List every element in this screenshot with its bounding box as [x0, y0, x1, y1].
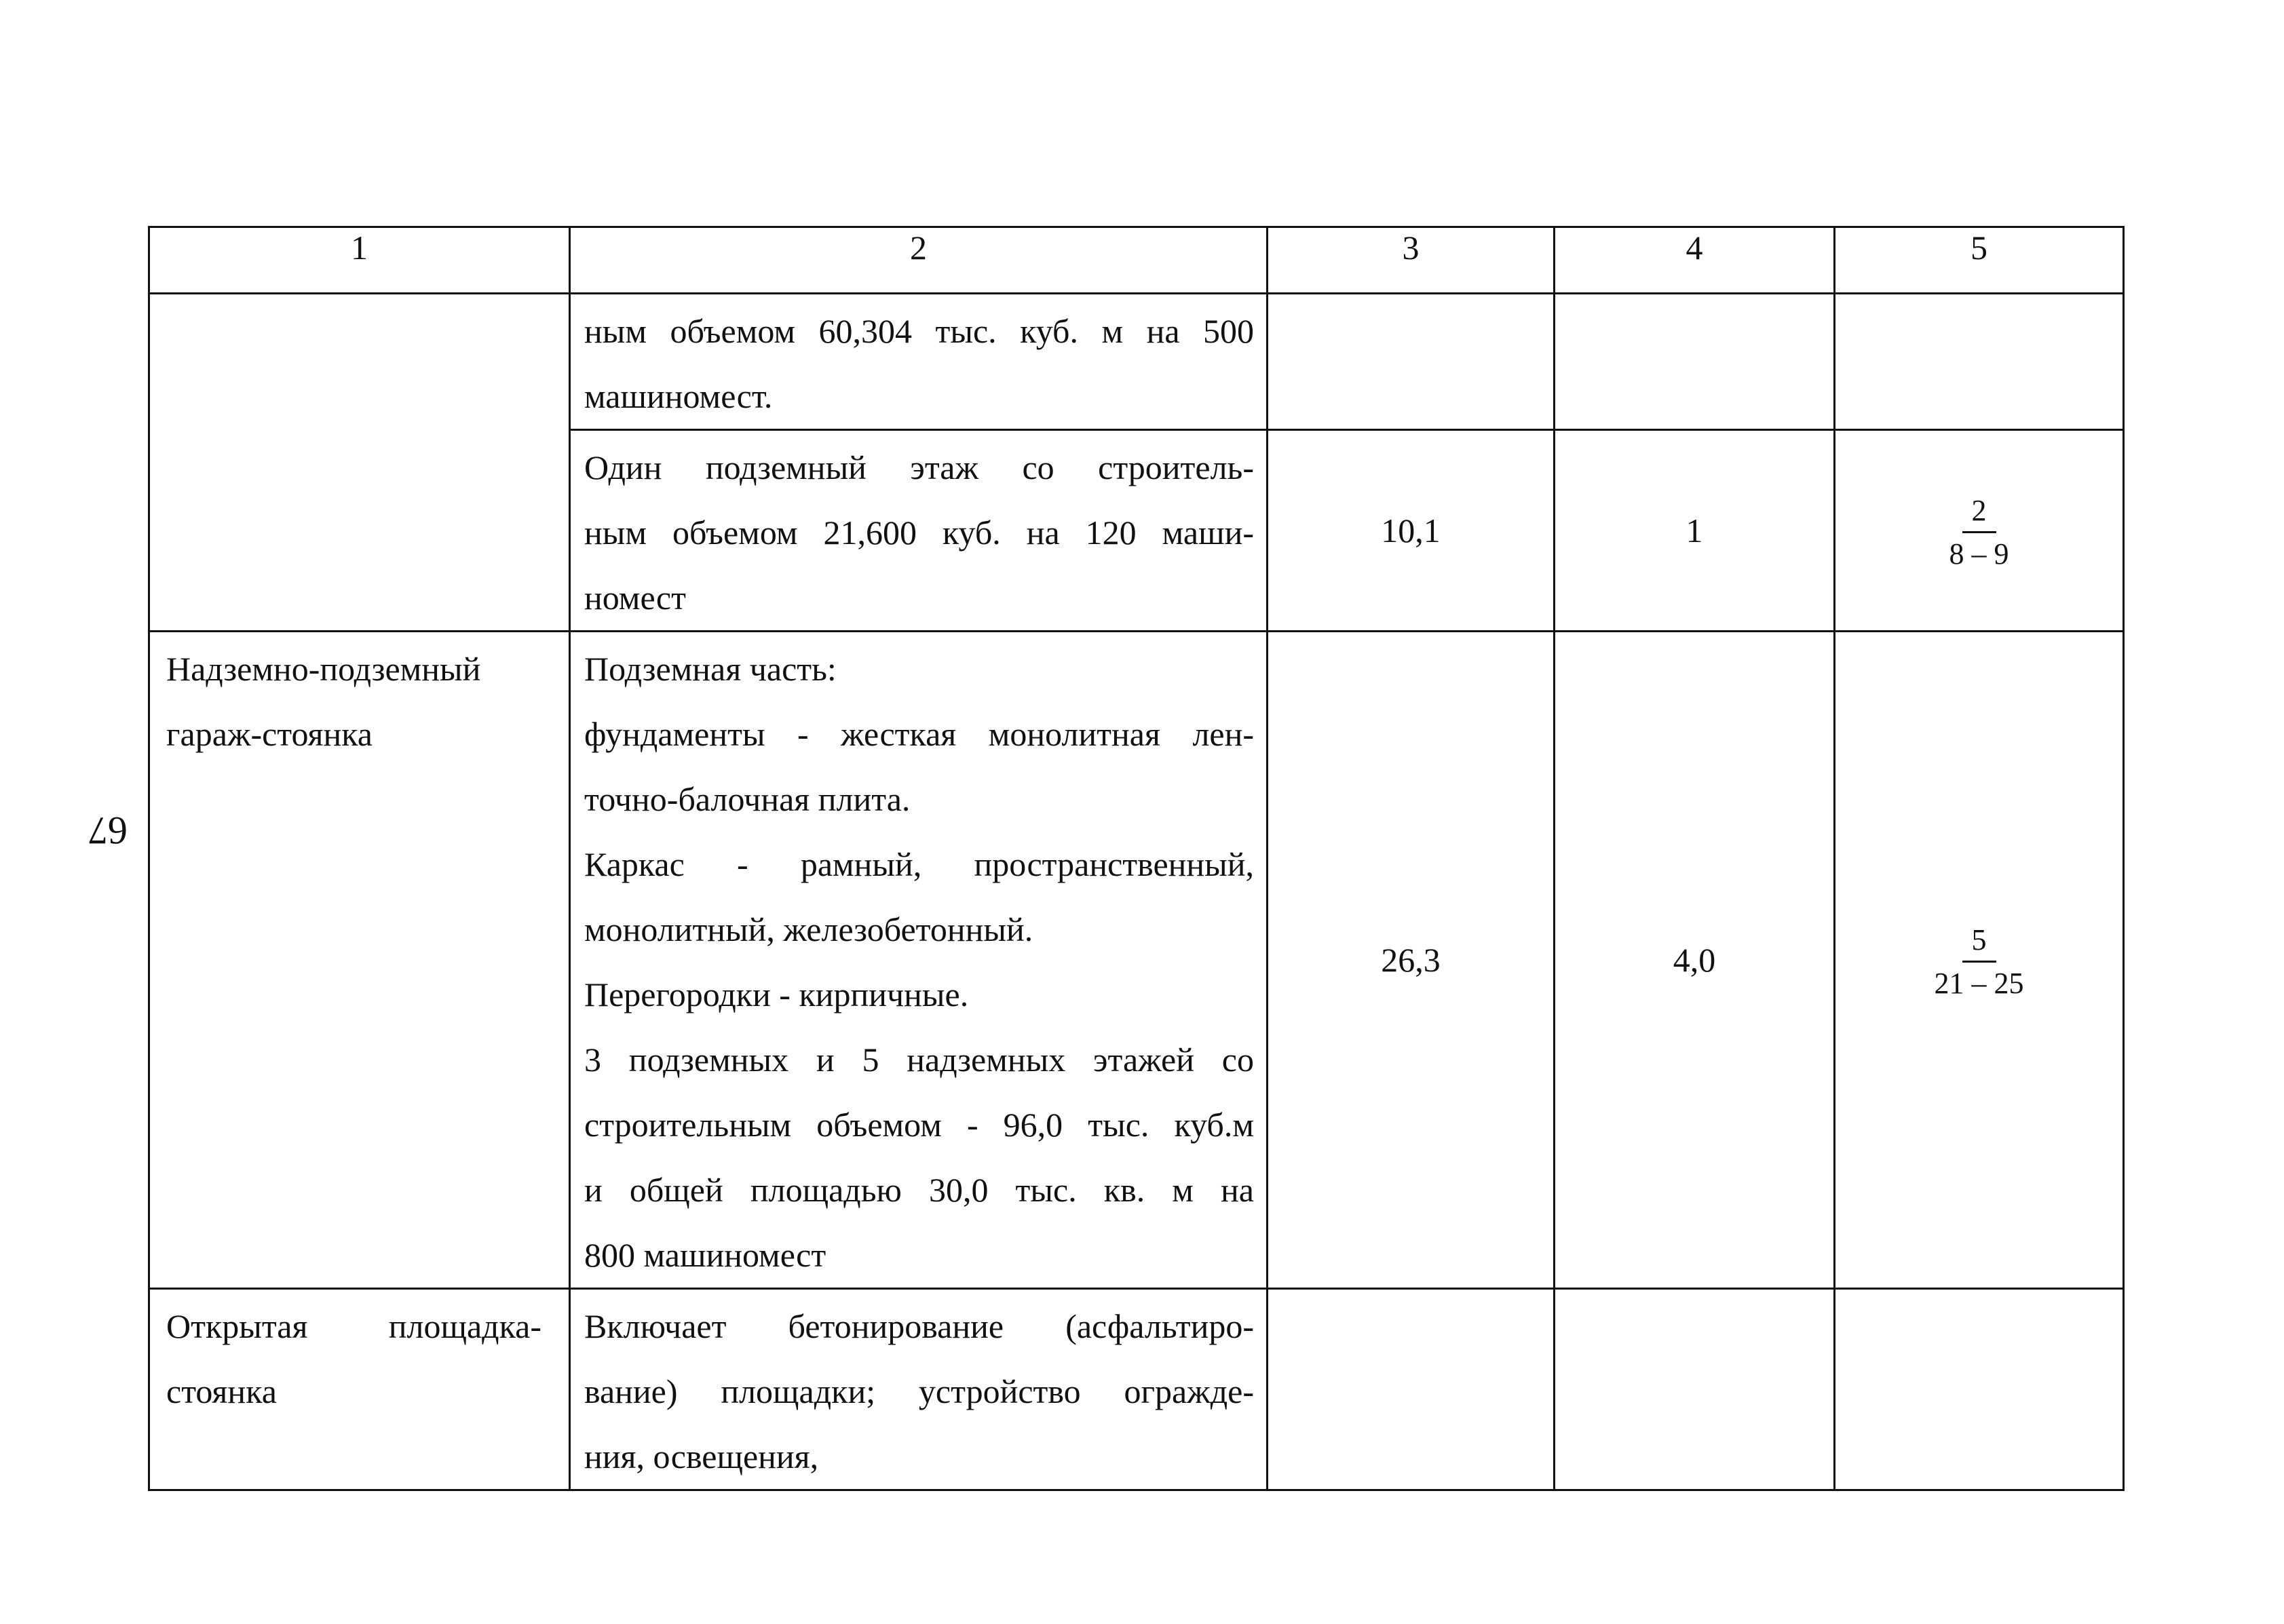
fraction-denominator: 8 – 9 — [1949, 537, 2009, 571]
table-row — [149, 632, 2124, 1289]
text-line: номест — [584, 579, 686, 617]
header-cell-1: 1 — [149, 227, 570, 294]
row4-name-cell — [149, 1289, 570, 1490]
row3-name-cell — [149, 632, 570, 1289]
text-line: вание) площадки; устройство огражде- — [584, 1372, 1254, 1410]
text-line: Открытая площадка- — [166, 1307, 541, 1345]
text-line: ным объемом 21,600 куб. на 120 маши- — [584, 514, 1254, 552]
row1-description-cell — [570, 294, 1268, 430]
text-line: 3 подземных и 5 надземных этажей со — [584, 1041, 1254, 1079]
row4-col3-cell — [1268, 1289, 1555, 1490]
row3-name-lines — [150, 632, 569, 767]
header-cell-3: 3 — [1268, 227, 1555, 294]
row3-col4-value: 4,0 — [1555, 632, 1835, 1289]
row1-description-lines — [571, 294, 1266, 429]
text-line: точно-балочная плита. — [584, 780, 911, 818]
text-line: Подземная часть: — [584, 650, 837, 688]
text-line: ным объемом 60,304 тыс. куб. м на 500 — [584, 312, 1254, 350]
data-table — [148, 226, 2125, 1491]
row1-col4-cell — [1555, 294, 1835, 430]
text-line: стоянка — [166, 1372, 277, 1410]
text-line: гараж-стоянка — [166, 715, 373, 753]
fraction — [1925, 923, 2034, 1001]
header-cell-2: 2 — [570, 227, 1268, 294]
row1-col5-cell — [1835, 294, 2124, 430]
row2-description-cell — [570, 430, 1268, 632]
row2-col5-cell — [1835, 430, 2124, 632]
text-line: Надземно-подземный — [166, 650, 481, 688]
page-number: 67 — [88, 809, 128, 853]
text-line: строительным объемом - 96,0 тыс. куб.м — [584, 1106, 1254, 1144]
table-row — [149, 294, 2124, 430]
fraction-numerator: 5 — [1962, 923, 1996, 963]
fraction — [1940, 494, 2019, 571]
text-line: машиномест. — [584, 377, 773, 415]
fraction-denominator: 21 – 25 — [1934, 967, 2024, 1000]
row2-col4-value: 1 — [1555, 430, 1835, 632]
row3-col3-value: 26,3 — [1268, 632, 1555, 1289]
table-row — [149, 1289, 2124, 1490]
row4-col4-cell — [1555, 1289, 1835, 1490]
row2-description-lines — [571, 431, 1266, 630]
text-line: Один подземный этаж со строитель- — [584, 448, 1254, 486]
row4-col5-cell — [1835, 1289, 2124, 1490]
row3-description-cell — [570, 632, 1268, 1289]
fraction-numerator: 2 — [1962, 494, 1996, 533]
row4-name-lines — [150, 1290, 569, 1424]
header-cell-4: 4 — [1555, 227, 1835, 294]
text-line: Каркас - рамный, пространственный, — [584, 845, 1254, 883]
row2-col3-value: 10,1 — [1268, 430, 1555, 632]
text-line: Включает бетонирование (асфальтиро- — [584, 1307, 1254, 1345]
row1-col3-cell — [1268, 294, 1555, 430]
text-line: ния, освещения, — [584, 1437, 819, 1475]
text-line: монолитный, железобетонный. — [584, 910, 1033, 948]
row3-col5-cell — [1835, 632, 2124, 1289]
row4-description-lines — [571, 1290, 1266, 1489]
text-line: фундаменты - жесткая монолитная лен- — [584, 715, 1254, 753]
text-line: Перегородки - кирпичные. — [584, 975, 969, 1013]
row3-description-lines — [571, 632, 1266, 1288]
header-row — [149, 227, 2124, 294]
header-cell-5: 5 — [1835, 227, 2124, 294]
row4-description-cell — [570, 1289, 1268, 1490]
text-line: и общей площадью 30,0 тыс. кв. м на — [584, 1171, 1254, 1209]
text-line: 800 машиномест — [584, 1236, 826, 1274]
row1-col1-cell — [149, 294, 570, 632]
